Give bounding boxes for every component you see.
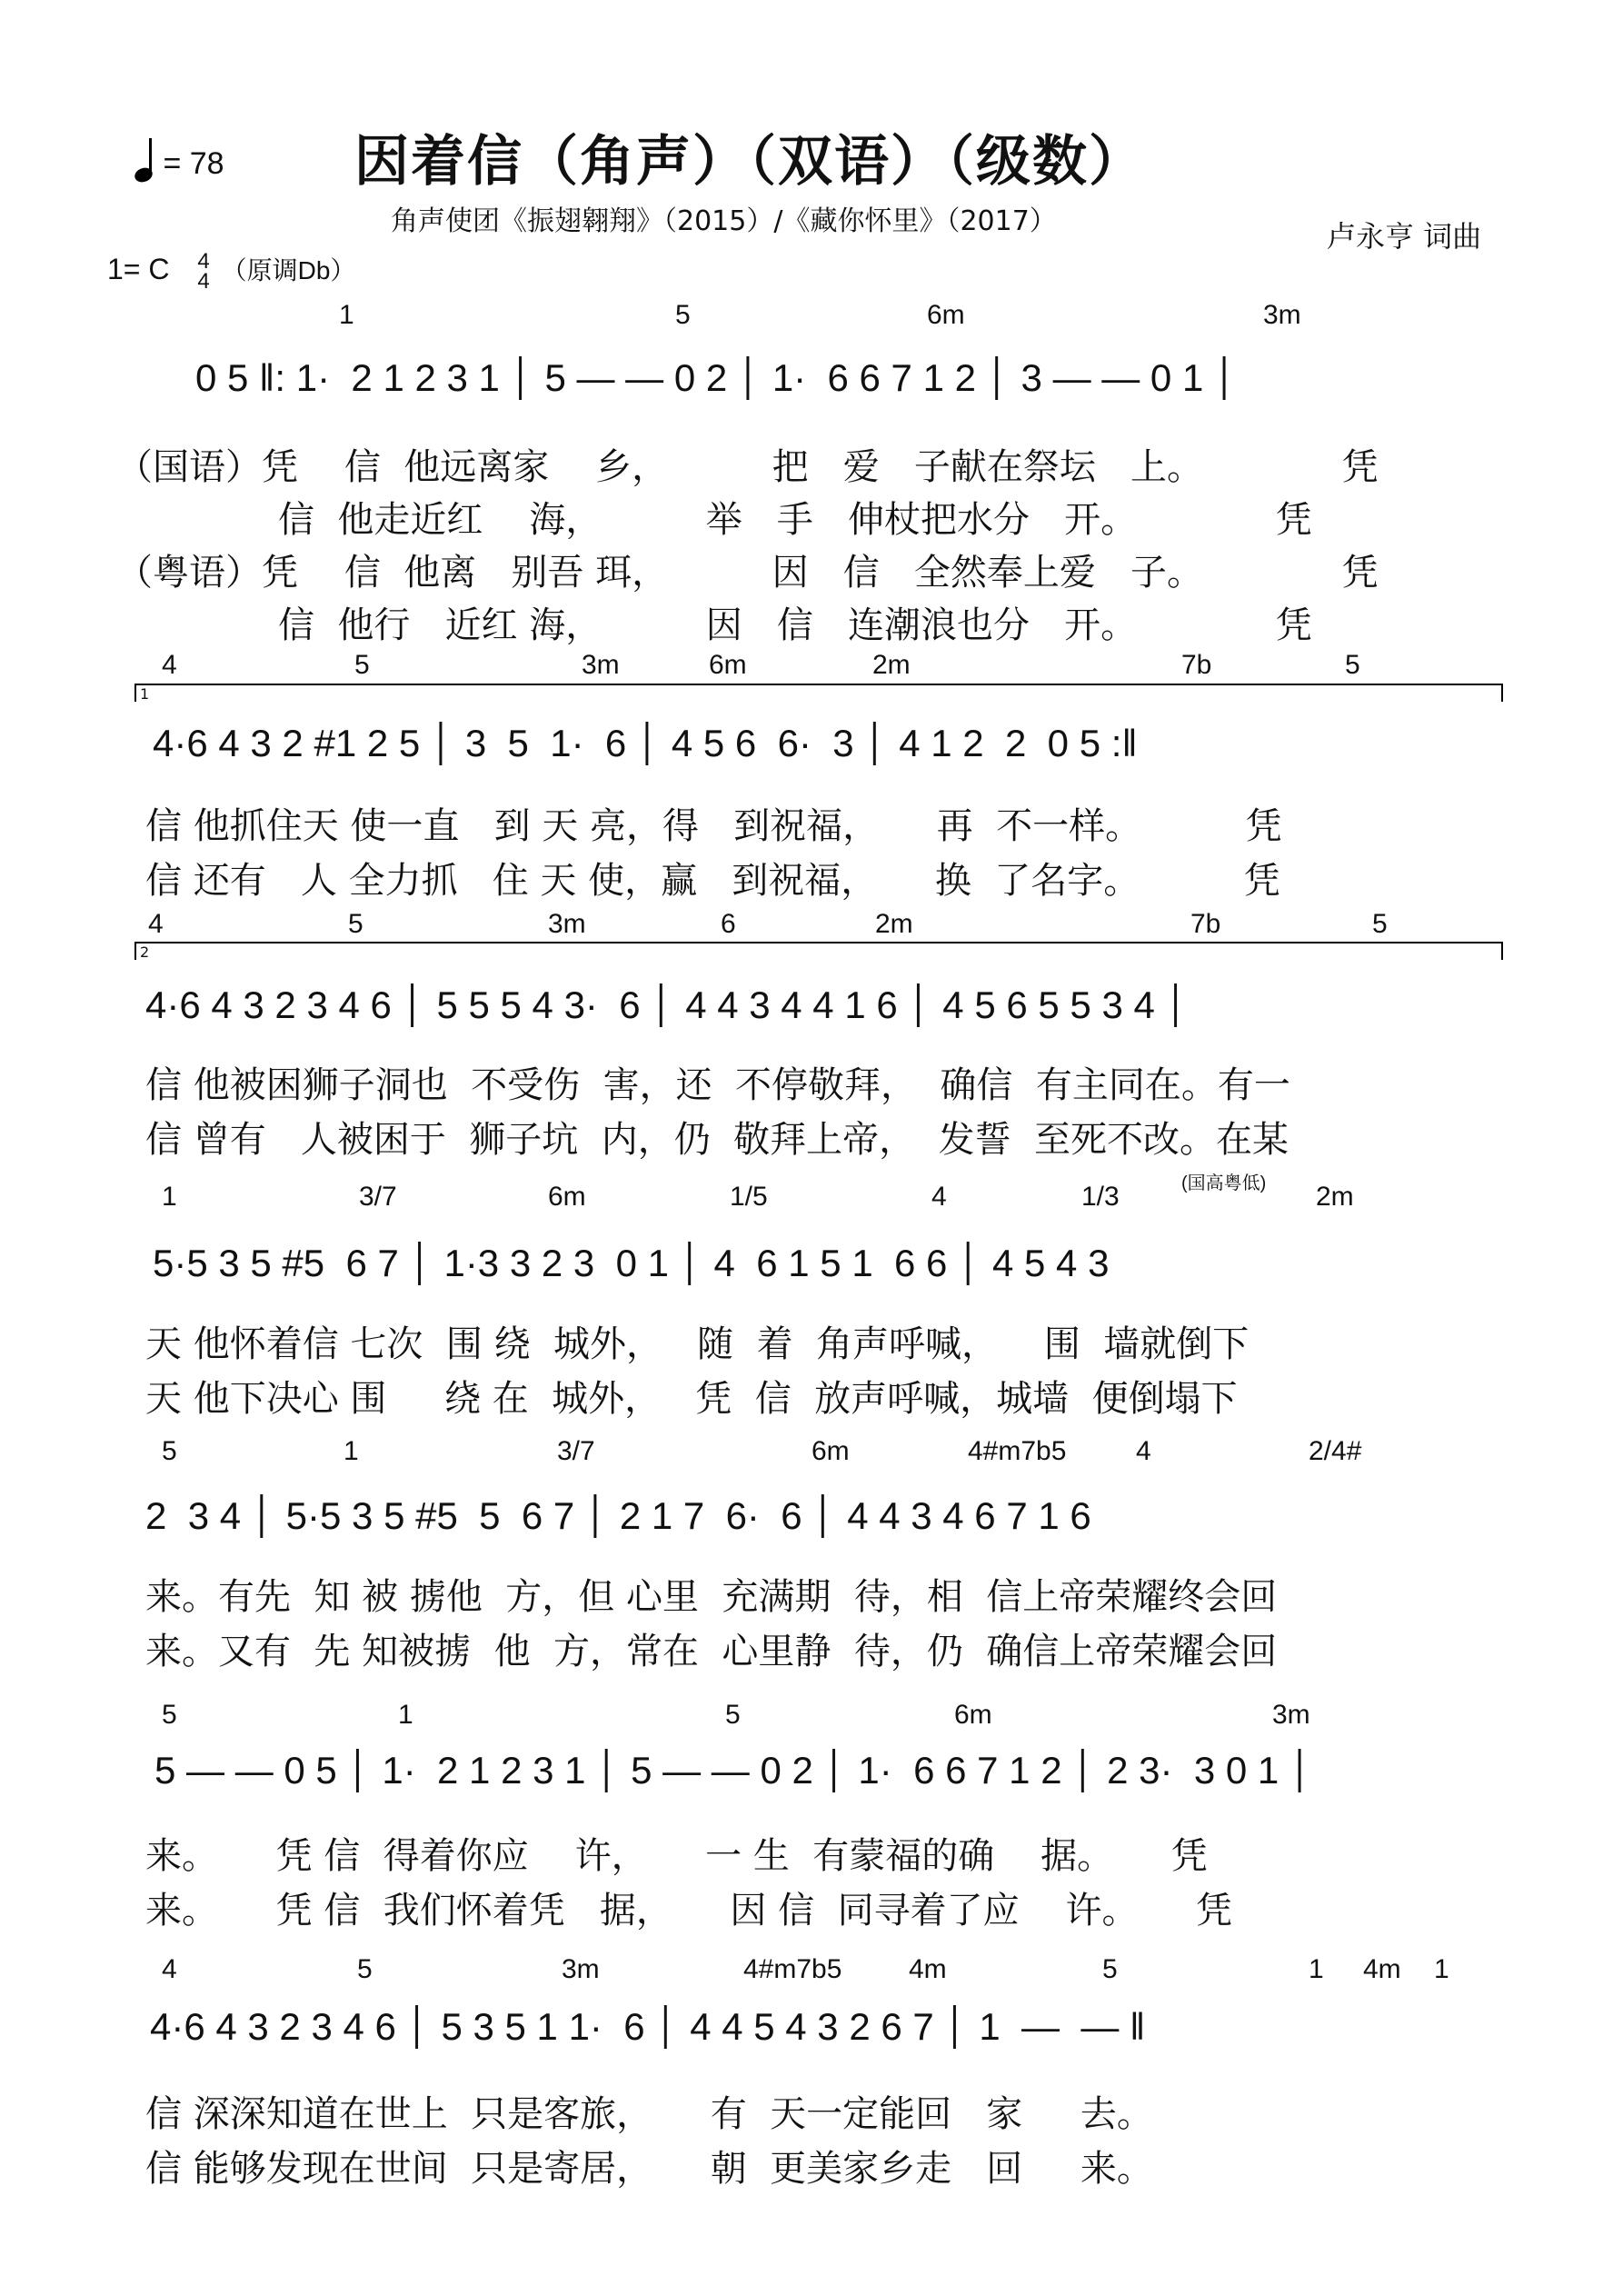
chord-symbol: 5 (162, 1700, 177, 1730)
lyric-line: （国语）凭 信 他远离家 乡， 把 爱 子献在祭坛 上。 凭 (116, 446, 1379, 488)
chord-symbol: 1 (1434, 1954, 1449, 1984)
chord-symbol: 4 (1136, 1436, 1151, 1466)
chord-symbol: 5 (354, 650, 370, 680)
chord-symbol: 3/7 (557, 1436, 595, 1466)
chord-symbol: 4 (162, 650, 177, 680)
chord-symbol: 3m (548, 909, 586, 939)
lyric-line: 来。又有 先 知被掳 他 方，常在 心里静 待，仍 确信上帝荣耀会回 (145, 1631, 1278, 1672)
lyric-line: 信 他被困狮子洞也 不受伤 害，还 不停敬拜， 确信 有主同在。有一 (145, 1064, 1290, 1106)
chord-symbol: 4 (148, 909, 164, 939)
jianpu-notes: 5·5 3 5 #5 6 7 │ 1·3 3 2 3 0 1 │ 4 6 1 5 1 6 6 │ 4 5 4 3 (153, 1242, 1110, 1284)
chord-symbol: 5 (162, 1436, 177, 1466)
volta-bracket (134, 942, 1503, 960)
lyric-line: 来。 凭 信 得着你应 许， 一 生 有蒙福的确 据。 凭 (145, 1835, 1208, 1877)
chord-symbol: 7b (1190, 909, 1221, 939)
jianpu-notes: 4·6 4 3 2 3 4 6 │ 5 3 5 1 1· 6 │ 4 4 5 4 3 2 6 7 │ 1 — — ‖ (150, 2005, 1146, 2048)
chord-symbol: 1 (162, 1182, 177, 1212)
lyric-line: 信 还有 人 全力抓 住 天 使，赢 到祝福， 换 了名字。 凭 (145, 860, 1280, 902)
jianpu-notes: 0 5 ‖: 1· 2 1 2 3 1 │ 5 — — 0 2 │ 1· 6 6 7 1 2 │ 3 — — 0 1 │ (195, 356, 1239, 399)
chord-symbol: 3/7 (359, 1182, 397, 1212)
chord-symbol: 1/3 (1081, 1182, 1120, 1212)
chord-symbol: 2m (1316, 1182, 1354, 1212)
key-text: 1= C (107, 253, 170, 285)
key-signature (107, 248, 356, 294)
lyric-line: 来。 凭 信 我们怀着凭 据， 因 信 同寻着了应 许。 凭 (145, 1890, 1233, 1932)
chord-symbol: 3m (582, 650, 620, 680)
lyric-line: 信 他抓住天 使一直 到 天 亮，得 到祝福， 再 不一样。 凭 (145, 805, 1282, 847)
chord-symbol: 4#m7b5 (743, 1954, 842, 1984)
chord-symbol: 2m (872, 650, 911, 680)
lyric-line: 来。有先 知 被 掳他 方，但 心里 充满期 待，相 信上帝荣耀终会回 (145, 1576, 1278, 1618)
composer-credit: 卢永亨 词曲 (1327, 219, 1482, 254)
chord-symbol: 3m (1272, 1700, 1310, 1730)
lyric-line: 信 他行 近红 海， 因 信 连潮浪也分 开。 凭 (116, 604, 1312, 646)
chord-symbol: 5 (725, 1700, 741, 1730)
chord-symbol: 6m (927, 300, 965, 330)
chord-symbol: 5 (348, 909, 363, 939)
chord-symbol: 5 (1345, 650, 1360, 680)
chord-symbol: 5 (1102, 1954, 1118, 1984)
lyric-line: 信 能够发现在世间 只是寄居， 朝 更美家乡走 回 来。 (145, 2148, 1153, 2190)
page-title: 因着信（角声）（双语）（级数） (354, 130, 1145, 194)
jianpu-notes: 4·6 4 3 2 #1 2 5 │ 3 5 1· 6 │ 4 5 6 6· 3 │ 4 1 2 2 0 5 :‖ (153, 722, 1138, 764)
subtitle: 角声使团《振翅翱翔》（2015）/《藏你怀里》（2017） (391, 205, 1057, 237)
chord-symbol: 6m (548, 1182, 586, 1212)
original-key: （原调Db） (221, 256, 356, 285)
chord-symbol: 7b (1181, 650, 1212, 680)
chord-annotation: (国高粤低) (1181, 1173, 1267, 1193)
chord-symbol: 3m (562, 1954, 600, 1984)
chord-symbol: 6m (709, 650, 747, 680)
chord-symbol: 5 (675, 300, 691, 330)
chord-symbol: 2m (875, 909, 913, 939)
chord-symbol: 2/4# (1309, 1436, 1362, 1466)
lyric-line: 天 他怀着信 七次 围 绕 城外， 随 着 角声呼喊， 围 墙就倒下 (145, 1323, 1250, 1365)
lyric-line: 信 曾有 人被困于 狮子坑 内，仍 敬拜上帝， 发誓 至死不改。在某 (145, 1119, 1289, 1161)
chord-symbol: 1 (339, 300, 354, 330)
chord-symbol: 3m (1263, 300, 1301, 330)
tempo-marking (134, 136, 224, 182)
lyric-line: 信 深深知道在世上 只是客旅， 有 天一定能回 家 去。 (145, 2093, 1153, 2135)
jianpu-notes: 2 3 4 │ 5·5 3 5 #5 5 6 7 │ 2 1 7 6· 6 │ 4 4 3 4 6 7 1 6 (145, 1494, 1091, 1537)
chord-symbol: 5 (357, 1954, 373, 1984)
lyric-line: 天 他下决心 围 绕 在 城外， 凭 信 放声呼喊，城墙 便倒塌下 (145, 1378, 1238, 1420)
chord-symbol: 5 (1372, 909, 1388, 939)
quarter-note-icon (134, 136, 154, 182)
chord-symbol: 1/5 (730, 1182, 768, 1212)
jianpu-notes: 4·6 4 3 2 3 4 6 │ 5 5 5 4 3· 6 │ 4 4 3 4 4 1 6 │ 4 5 6 5 5 3 4 │ (145, 983, 1190, 1026)
chord-symbol: 4m (909, 1954, 947, 1984)
tempo-text: = 78 (163, 146, 224, 181)
chord-symbol: 4m (1363, 1954, 1401, 1984)
chord-symbol: 6m (812, 1436, 850, 1466)
chord-symbol: 4 (931, 1182, 947, 1212)
chord-symbol: 6m (954, 1700, 992, 1730)
chord-symbol: 1 (1309, 1954, 1324, 1984)
volta-bracket (134, 684, 1503, 702)
lyric-line: 信 他走近红 海， 举 手 伸杖把水分 开。 凭 (116, 499, 1312, 541)
lyric-line: （粤语）凭 信 他离 别吾 珥， 因 信 全然奉上爱 子。 凭 (116, 552, 1379, 594)
chord-symbol: 1 (398, 1700, 413, 1730)
time-denominator: 4 (197, 268, 210, 294)
chord-symbol: 1 (344, 1436, 359, 1466)
volta-number: 2 (140, 943, 150, 961)
time-signature (197, 248, 210, 294)
chord-symbol: 4 (162, 1954, 177, 1984)
jianpu-notes: 5 — — 0 5 │ 1· 2 1 2 3 1 │ 5 — — 0 2 │ 1· 6 6 7 1 2 │ 2 3· 3 0 1 │ (154, 1749, 1314, 1792)
time-numerator: 4 (197, 248, 210, 274)
chord-symbol: 4#m7b5 (968, 1436, 1067, 1466)
volta-number: 1 (140, 685, 150, 703)
chord-symbol: 6 (721, 909, 736, 939)
